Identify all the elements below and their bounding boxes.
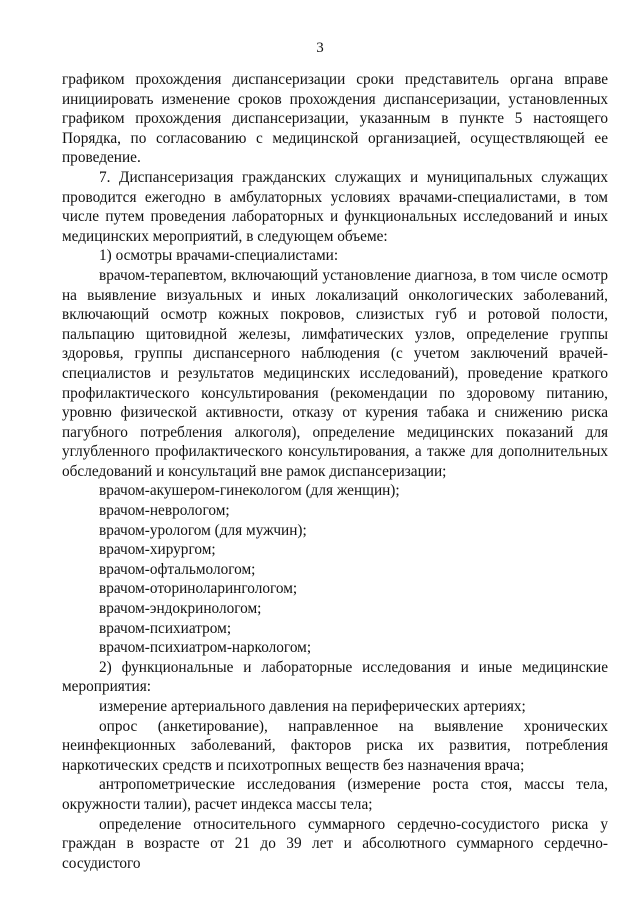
paragraph: врачом-акушером-гинекологом (для женщин);	[99, 482, 400, 500]
paragraph: врачом-психиатром;	[99, 619, 232, 637]
paragraph: врачом-терапевтом, включающий установление диагноза, в том числе осмотр на выявление визуальных и иных локализаций онкологических заболеваний, включающий осмотр кожных покровов, слизистых губ и ротовой полости, пальпацию щитовидной железы, лимфатических узлов, определение группы здоровья, группы диспансерного наблюдения (с учетом заключений врачей-специалистов и результатов медицинских исследований), проведение краткого профилактического консультирования (рекомендации по здоровому питанию, уровню физической активности, отказу от курения табака и снижению риска пагубного потребления алкоголя), определение медицинских показаний для углубленного профилактического консультирования, а также для дополнительных обследований и консультаций вне рамок диспансеризации;	[62, 266, 608, 480]
document-body	[62, 70, 608, 873]
paragraph: опрос (анкетирование), направленное на выявление хронических неинфекционных заболеваний, факторов риска их развития, потребления наркотических средств и психотропных веществ без назначения врача;	[62, 717, 608, 774]
paragraph: 7. Диспансеризация гражданских служащих и муниципальных служащих проводится ежегодно в амбулаторных условиях врачами-специалистами, в том числе путем проведения лабораторных и функциональных исследований и иных медицинских мероприятий, в следующем объеме:	[62, 168, 608, 245]
paragraph: измерение артериального давления на периферических артериях;	[99, 698, 526, 715]
paragraph: врачом-урологом (для мужчин);	[99, 521, 307, 539]
paragraph: графиком прохождения диспансеризации сроки представитель органа вправе инициировать изменение сроков прохождения диспансеризации, установленных графиком прохождения диспансеризации, указанным в пункте 5 настоящего Порядка, по согласованию с медицинской организацией, осуществляющей ее проведение.	[62, 71, 608, 167]
paragraph: врачом-эндокринологом;	[99, 600, 262, 618]
paragraph: врачом-психиатром-наркологом;	[99, 639, 312, 657]
paragraph: 2) функциональные и лабораторные исследования и иные медицинские мероприятия:	[62, 658, 608, 696]
paragraph: врачом-хирургом;	[99, 541, 216, 559]
paragraph: 1) осмотры врачами-специалистами:	[99, 247, 339, 265]
paragraph: врачом-оториноларингологом;	[99, 580, 298, 598]
paragraph: врачом-неврологом;	[99, 502, 230, 520]
paragraph: антропометрические исследования (измерение роста стоя, массы тела, окружности талии), расчет индекса массы тела;	[62, 776, 608, 813]
paragraph: определение относительного суммарного сердечно-сосудистого риска у граждан в возрасте от 21 до 39 лет и абсолютного суммарного сердечно-сосудистого	[62, 815, 608, 872]
page-number: 3	[316, 40, 324, 56]
paragraph: врачом-офтальмологом;	[99, 560, 256, 578]
